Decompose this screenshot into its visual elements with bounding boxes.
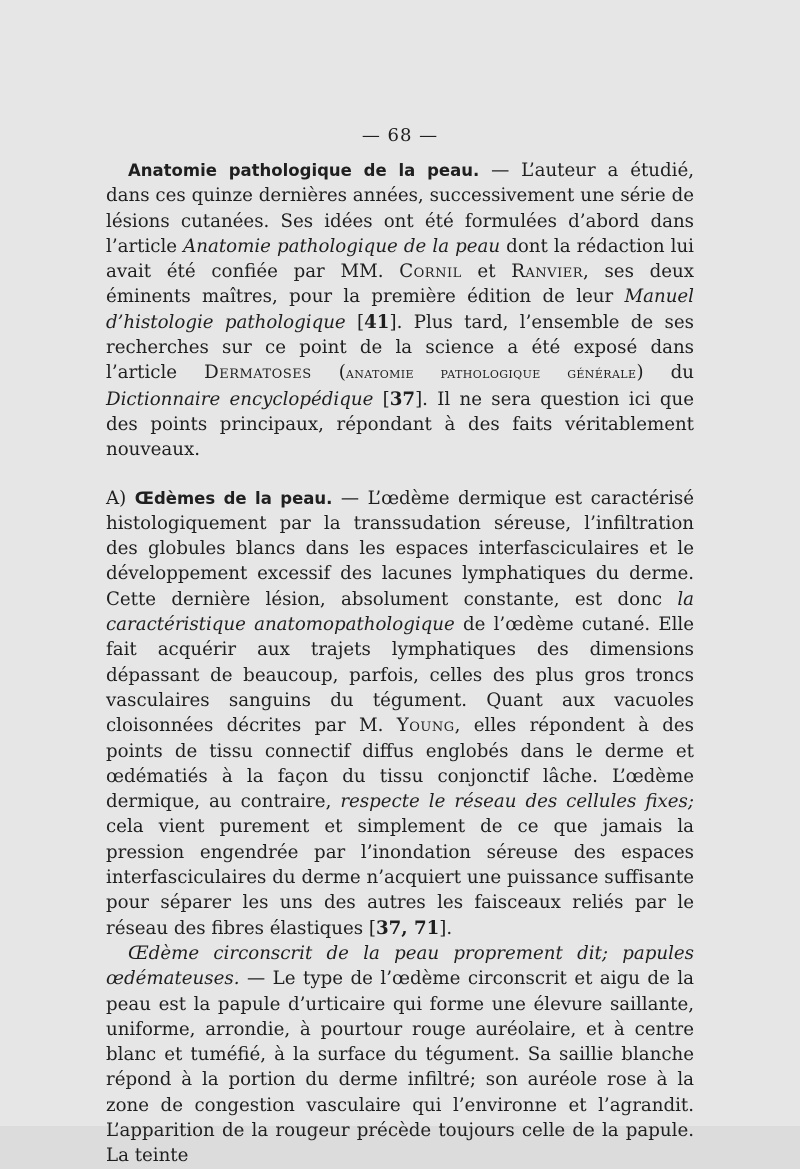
text-run: ]. Plus tard, l’ensemble de ses recherches sur ce point de la science a été exposé dans l’article — [106, 311, 694, 384]
author-name: Cornil — [399, 261, 462, 283]
text-run: ]. Il ne sera question ici que des points principaux, répondant à des faits véritablement nouveaux. — [106, 388, 694, 461]
text-run: , ses deux éminents maîtres, pour la première édition de leur — [106, 261, 694, 308]
reference-number: 37 — [389, 388, 416, 410]
text-run: cela vient purement et simplement de ce que jamais la pression engendrée par l’inondation séreuse des espaces interfasciculaires du derme n’acquiert une puissance suffisante pour séparer les uns des autres les faisceaux reliés par le réseau des fibres élastiques [ — [106, 816, 694, 939]
italic-title: Manuel d’histologie pathologique — [106, 286, 694, 333]
section-heading: Anatomie pathologique de la peau. — [128, 161, 480, 180]
text-run: ]. — [439, 917, 453, 939]
reference-number: 37, 71 — [375, 917, 440, 939]
body-text — [106, 158, 694, 1169]
italic-subheading: Œdème circonscrit de la peau proprement dit; papules œdémateuses. — [106, 942, 694, 990]
text-run: ) du — [636, 362, 694, 384]
page-number: — 68 — — [361, 125, 439, 146]
text-run: — L’auteur a étudié, dans ces quinze dernières années, successivement une série de lésions cutanées. Ses idées ont été formulées d’abord dans l’article — [106, 160, 694, 257]
paragraph-oedemes — [106, 486, 694, 941]
text-run: de l’œdème cutané. Elle fait acquérir aux trajets lymphatiques des dimensions dépassant de beaucoup, parfois, celles des plus gros troncs vasculaires sanguins du tégument. Quant aux vacuoles cloisonnées décrites par M. — [106, 614, 694, 737]
text-run: et — [461, 261, 512, 283]
text-run: [ — [373, 388, 390, 410]
author-name: Ranvier — [511, 261, 583, 283]
section-heading: Œdèmes de la peau. — [134, 488, 333, 508]
text-run: — L’œdème dermique est caractérisé histologiquement par la transsudation séreuse, l’infiltration des globules blancs dans les espaces interfasciculaires et le développement excessif des lacunes lymphatiques du derme. Cette dernière lésion, absolument constante, est donc — [106, 487, 695, 610]
article-subtitle: anatomie pathologique générale — [345, 364, 637, 383]
text-run: dont la rédaction lui avait été confiée par MM. — [106, 235, 694, 283]
text-run: [ — [345, 311, 365, 333]
text-run: — Le type de l’œdème circonscrit et aigu de la peau est la papule d’urticaire qui forme une élevure saillante, uniforme, arrondie, à pourtour rouge auréolaire, et à centre blanc et tuméfié, à la surface du tégument. Sa saillie blanche répond à la portion du derme infiltré; son auréole rose à la zone de congestion vasculaire qui l’environne et l’agrandit. L’apparition de la rougeur précède toujours celle de la papule. La teinte — [106, 968, 694, 1167]
text-run: , elles répondent à des points de tissu connectif diffus englobés dans le derme et œdématiés à la façon du tissu conjonctif lâche. L’œdème dermique, au contraire, — [106, 715, 694, 813]
italic-phrase: la caractéristique anatomopathologique — [106, 588, 694, 636]
paragraph-anatomie — [106, 158, 694, 463]
author-name: Young — [396, 715, 455, 737]
reference-number: 41 — [364, 311, 390, 333]
italic-title: Dictionnaire encyclopédique — [106, 388, 374, 410]
paragraph-papules — [106, 941, 694, 1169]
italic-phrase: respecte le réseau des cellules fixes; — [340, 791, 694, 813]
section-prefix: A) — [106, 487, 135, 509]
text-run: ( — [311, 362, 346, 384]
italic-title: Anatomie pathologique de la peau — [183, 235, 501, 257]
article-name: Dermatoses — [204, 362, 312, 384]
paragraph-gap — [106, 463, 694, 486]
